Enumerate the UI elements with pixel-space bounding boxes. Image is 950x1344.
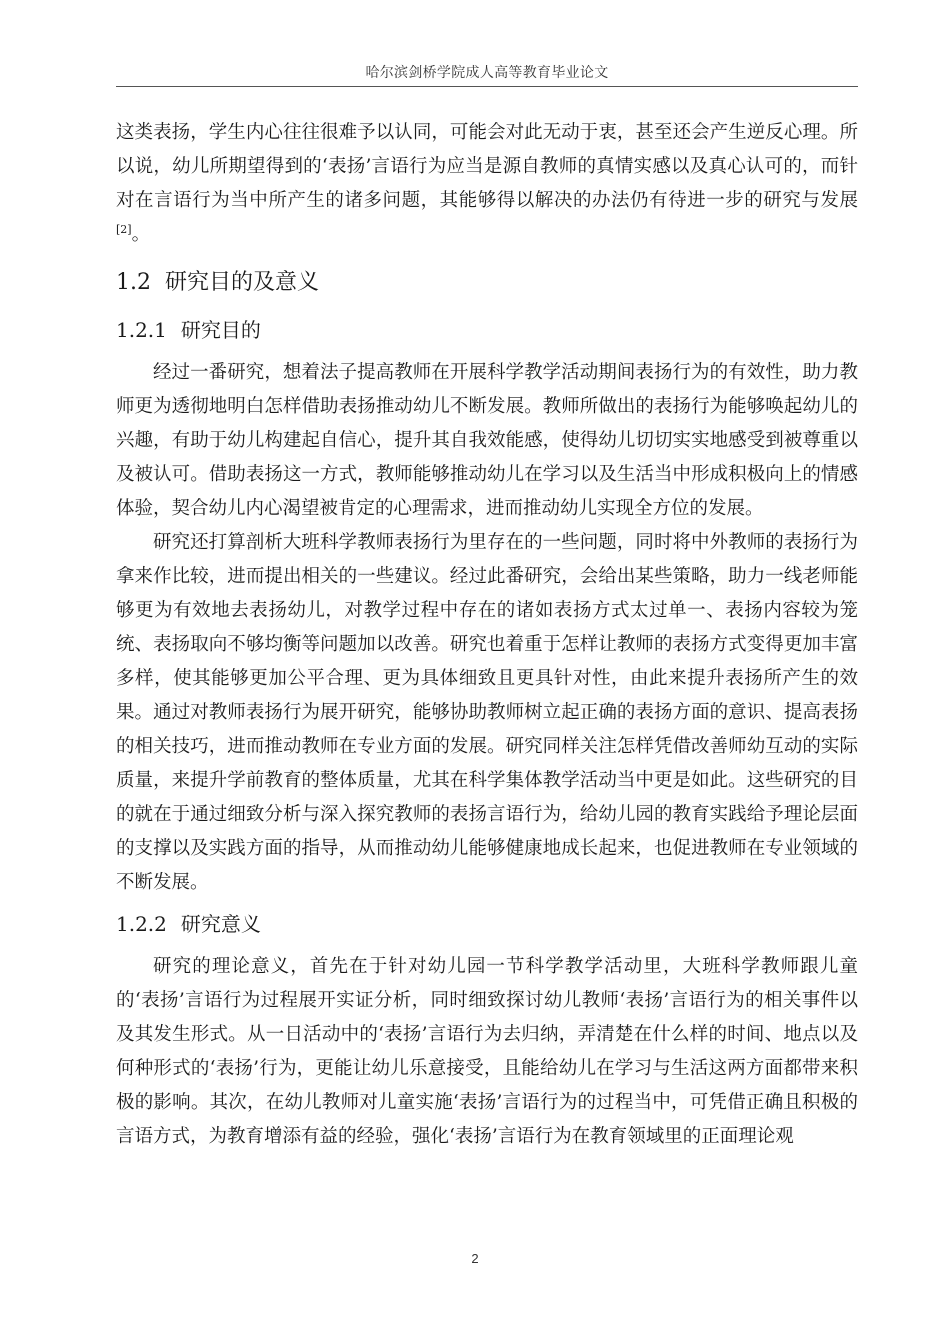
body-paragraph: 经过一番研究，想着法子提高教师在开展科学教学活动期间表扬行为的有效性，助力教师更为透彻地明白怎样借助表扬推动幼儿不断发展。教师所做出的表扬行为能够唤起幼儿的兴趣，有助于幼儿构建起自信心，提升其自我效能感，使得幼儿切切实实地感受到被尊重以及被认可。借助表扬这一方式，教师能够推动幼儿在学习以及生活当中形成积极向上的情感体验，契合幼儿内心渴望被肯定的心理需求，进而推动幼儿实现全方位的发展。 xyxy=(116,362,858,519)
intro-paragraph-ending: 。 xyxy=(131,224,151,245)
subsection-heading-1-2-1 xyxy=(116,308,858,352)
section-heading-1-2 xyxy=(116,260,858,306)
citation-reference: [2] xyxy=(116,222,132,236)
running-header: 哈尔滨剑桥学院成人高等教育毕业论文 xyxy=(365,65,609,81)
body-paragraph: 研究还打算剖析大班科学教师表扬行为里存在的一些问题，同时将中外教师的表扬行为拿来作比较，进而提出相关的一些建议。经过此番研究，会给出某些策略，助力一线老师能够更为有效地去表扬幼儿，对教学过程中存在的诸如表扬方式太过单一、表扬内容较为笼统、表扬取向不够均衡等问题加以改善。研究也着重于怎样让教师的表扬方式变得更加丰富多样，使其能够更加公平合理、更为具体细致且更具针对性，由此来提升表扬所产生的效果。通过对教师表扬行为展开研究，能够协助教师树立起正确的表扬方面的意识、提高表扬的相关技巧，进而推动教师在专业方面的发展。研究同样关注怎样凭借改善师幼互动的实际质量，来提升学前教育的整体质量，尤其在科学集体教学活动当中更是如此。这些研究的目的就在于通过细致分析与深入探究教师的表扬言语行为，给幼儿园的教育实践给予理论层面的支撑以及实践方面的指导，从而推动幼儿能够健康地成长起来，也促进教师在专业领域的不断发展。 xyxy=(116,532,858,893)
subsection-number: 1.2.1 xyxy=(116,318,167,342)
body-paragraph: 研究的理论意义，首先在于针对幼儿园一节科学教学活动里，大班科学教师跟儿童的‘表扬’言语行为过程展开实证分析，同时细致探讨幼儿教师‘表扬’言语行为的相关事件以及其发生形式。从一日活动中的‘表扬’言语行为去归纳，弄清楚在什么样的时间、地点以及何种形式的‘表扬’行为，更能让幼儿乐意接受，且能给幼儿在学习与生活这两方面都带来积极的影响。其次，在幼儿教师对儿童实施‘表扬’言语行为的过程当中，可凭借正确且积极的言语方式，为教育增添有益的经验，强化‘表扬’言语行为在教育领域里的正面理论观 xyxy=(116,956,858,1147)
section-title: 研究目的及意义 xyxy=(165,270,320,295)
intro-paragraph-text: 这类表扬，学生内心往往很难予以认同，可能会对此无动于衷，甚至还会产生逆反心理。所以说，幼儿所期望得到的‘表扬’言语行为应当是源自教师的真情实感以及真心认可的，而针对在言语行为当中所产生的诸多问题，其能够得以解决的办法仍有待进一步的研究与发展 xyxy=(116,122,858,211)
page-body xyxy=(116,116,858,1154)
subsection-heading-1-2-2 xyxy=(116,902,858,946)
header-divider xyxy=(116,86,858,87)
subsection-number: 1.2.2 xyxy=(116,912,167,936)
section-number: 1.2 xyxy=(116,270,151,295)
subsection-title: 研究意义 xyxy=(180,912,261,936)
intro-paragraph xyxy=(116,116,858,252)
subsection-title: 研究目的 xyxy=(180,318,261,342)
page-number: 2 xyxy=(471,1251,479,1266)
